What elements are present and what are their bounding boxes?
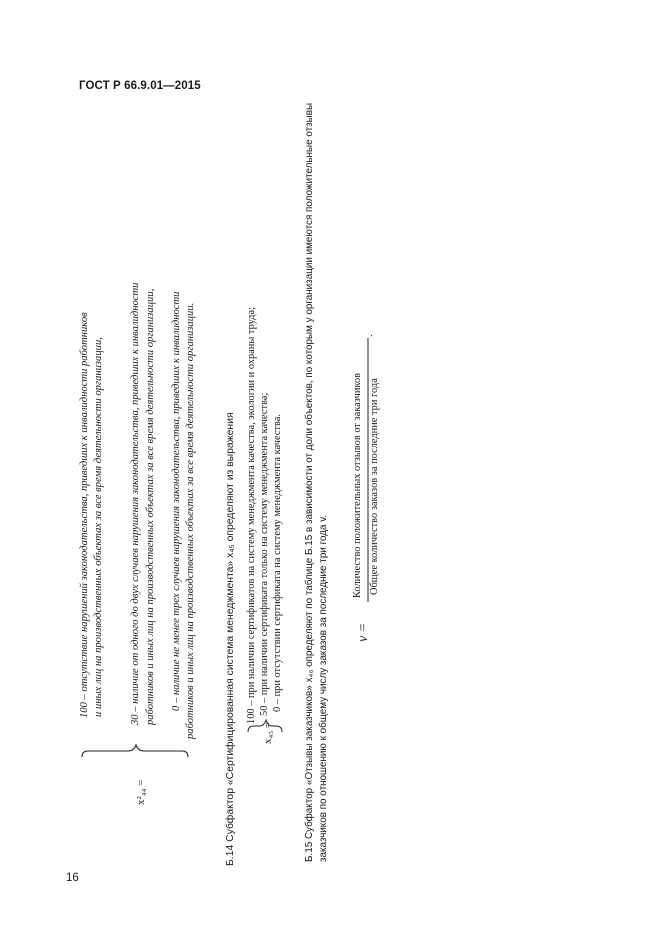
- formula-x44-lhs: x²₄₄ =: [135, 779, 147, 805]
- formula-x45-case2: 50 – при наличии сертификата только на систему менеджмента качества;: [259, 392, 270, 716]
- formula-v-period: .: [363, 334, 375, 337]
- formula-x44-case3-line1: 0 – наличие не менее трех случаев нарушения законодательства, приведших к инвалидности: [171, 291, 182, 711]
- formula-x45-case3: 0 – при отсутствии сертификата на систему менеджмента качества.: [272, 414, 283, 712]
- formula-x44-case2-line2: работников и иных лиц на производственных объектах за все время деятельности организации,: [145, 288, 156, 725]
- section-b15-line2: заказчиков по отношению к общему числу заказов за последние три года v.: [318, 514, 329, 862]
- formula-x45-case1: 100 – при наличии сертификатов на систему менеджмента качества, экологии и охраны труда;: [246, 307, 257, 724]
- formula-x44-case1-line1: 100 – отсутствие нарушений законодательства, приведших к инвалидности работников: [79, 312, 90, 718]
- section-b15-line1: Б.15 Субфактор «Отзывы заказчиков» x₄₆ определяют по таблице Б.15 в зависимости от доли объектов, по которым у организации имеются положительные отзывы: [304, 102, 315, 862]
- section-b14-text: Б.14 Субфактор «Сертифицированная система менеджмента» x₄₅ определяют из выражения: [225, 412, 236, 866]
- formula-v-denominator: Общее количество заказов за последние три года: [369, 378, 380, 595]
- formula-x44-case2-line1: 30 – наличие от одного до двух случаев нарушения законодательства, приведших к инвалидности: [130, 282, 141, 725]
- page-number: 16: [66, 872, 79, 884]
- document-header: ГОСТ Р 66.9.01—2015: [79, 80, 201, 92]
- formula-x45-lhs: x₄₅ =: [262, 721, 274, 744]
- formula-v-lhs: v =: [356, 622, 371, 642]
- formula-x44-case1-line2: и иных лиц на производственных объектах за все время деятельности организации,: [93, 337, 104, 717]
- formula-x44-case3-line2: работников и иных лиц на производственных объектах за все время деятельности организации.: [185, 302, 196, 739]
- formula-v-numerator: Количество положительных отзывов от заказчиков: [352, 372, 363, 598]
